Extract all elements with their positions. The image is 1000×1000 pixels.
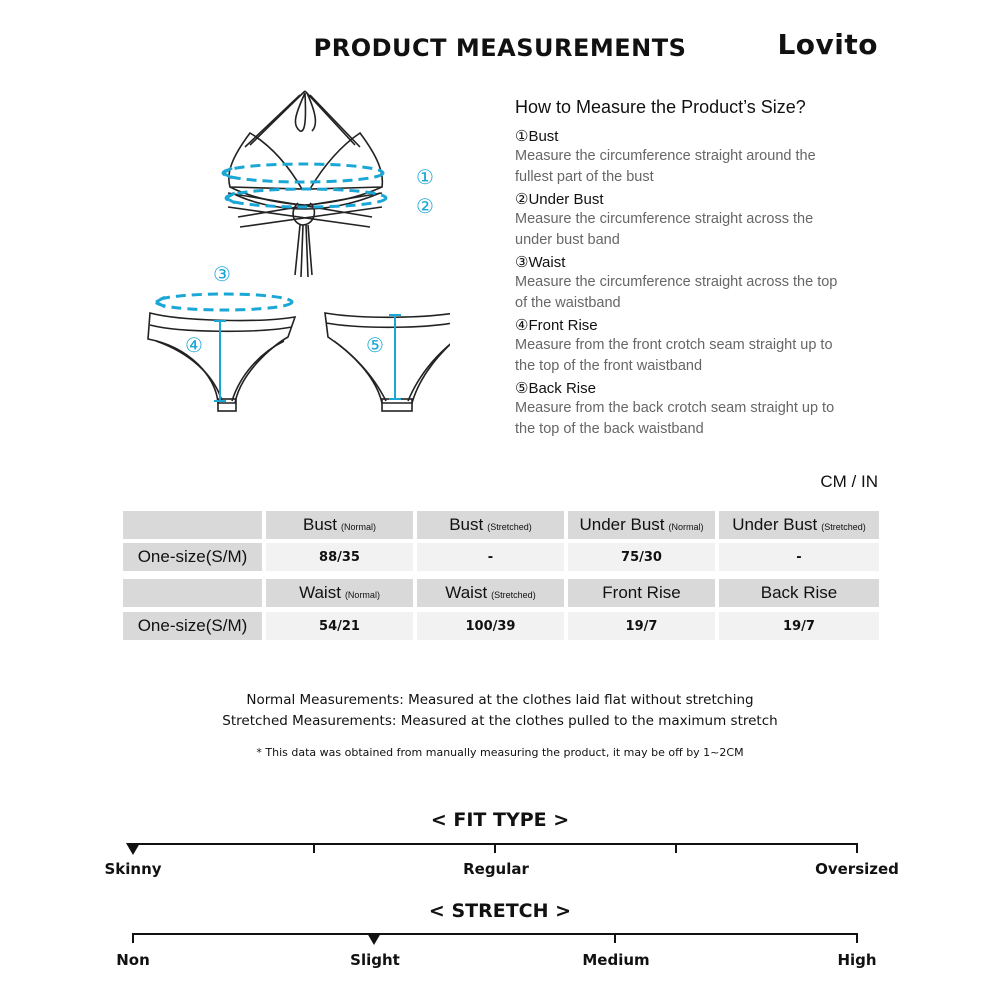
header-waist-normal: Waist (Normal) [266, 579, 413, 607]
marker-waist: ③ [213, 262, 231, 286]
marker-under-bust: ② [416, 194, 434, 218]
stretch-tick [132, 933, 134, 943]
stretch-line [133, 933, 858, 935]
under-bust-description: Measure the circumference straight across the under bust band [515, 211, 814, 248]
bikini-bottom-back-illustration [325, 311, 450, 411]
stretch-label-non: Non [116, 951, 150, 969]
bikini-bottom-front-illustration [148, 313, 295, 411]
value-bust-normal: 88/35 [266, 543, 413, 571]
marker-bust: ① [416, 165, 434, 189]
bust-label: ①Bust [515, 128, 559, 145]
fit-type-tick [494, 843, 496, 853]
fit-label-oversized: Oversized [815, 860, 899, 878]
front-rise-description: Measure from the front crotch seam straight up to the top of the front waistband [515, 337, 833, 374]
note-stretched: Stretched Measurements: Measured at the clothes pulled to the maximum stretch [222, 713, 778, 729]
header-back-rise: Back Rise [719, 579, 879, 607]
page-title: PRODUCT MEASUREMENTS [313, 34, 687, 62]
under-bust-label: ②Under Bust [515, 191, 604, 208]
note-normal: Normal Measurements: Measured at the clothes laid flat without stretching [246, 692, 754, 708]
fit-label-regular: Regular [463, 860, 529, 878]
fit-type-tick [313, 843, 315, 853]
stretch-label-medium: Medium [582, 951, 650, 969]
header-under-bust-normal: Under Bust (Normal) [568, 511, 715, 539]
value-under-bust-normal: 75/30 [568, 543, 715, 571]
disclaimer: * This data was obtained from manually measuring the product, it may be off by 1~2CM [256, 746, 744, 759]
row-label-size: One-size(S/M) [123, 612, 262, 640]
fit-type-title: < FIT TYPE > [430, 809, 570, 831]
table-header-blank [123, 511, 262, 539]
measurement-diagram [120, 85, 450, 420]
marker-front-rise: ④ [185, 333, 203, 357]
stretch-title: < STRETCH > [428, 900, 572, 922]
header-front-rise: Front Rise [568, 579, 715, 607]
back-rise-label: ⑤Back Rise [515, 380, 596, 397]
bust-description: Measure the circumference straight around the fullest part of the bust [515, 148, 816, 185]
stretch-tick [856, 933, 858, 943]
value-under-bust-stretched: - [719, 543, 879, 571]
back-rise-description: Measure from the back crotch seam straight up to the top of the back waistband [515, 400, 835, 437]
bikini-top-illustration [228, 91, 382, 277]
unit-label: CM / IN [820, 472, 878, 491]
fit-type-tick [856, 843, 858, 853]
row-label-size: One-size(S/M) [123, 543, 262, 571]
value-bust-stretched: - [417, 543, 564, 571]
stretch-marker [367, 933, 381, 945]
value-front-rise: 19/7 [568, 612, 715, 640]
value-waist-normal: 54/21 [266, 612, 413, 640]
waist-description: Measure the circumference straight across the top of the waistband [515, 274, 838, 311]
fit-type-tick [675, 843, 677, 853]
brand-logo: Lovito [777, 28, 878, 61]
table-header-blank [123, 579, 262, 607]
waist-label: ③Waist [515, 254, 566, 271]
front-rise-label: ④Front Rise [515, 317, 598, 334]
stretch-label-high: High [837, 951, 877, 969]
header-waist-stretched: Waist (Stretched) [417, 579, 564, 607]
value-waist-stretched: 100/39 [417, 612, 564, 640]
stretch-tick [614, 933, 616, 943]
value-back-rise: 19/7 [719, 612, 879, 640]
header-bust-normal: Bust (Normal) [266, 511, 413, 539]
fit-type-marker [126, 843, 140, 855]
marker-back-rise: ⑤ [366, 333, 384, 357]
stretch-label-slight: Slight [350, 951, 400, 969]
header-under-bust-stretched: Under Bust (Stretched) [719, 511, 879, 539]
fit-label-skinny: Skinny [104, 860, 162, 878]
header-bust-stretched: Bust (Stretched) [417, 511, 564, 539]
howto-heading: How to Measure the Product’s Size? [515, 97, 806, 117]
